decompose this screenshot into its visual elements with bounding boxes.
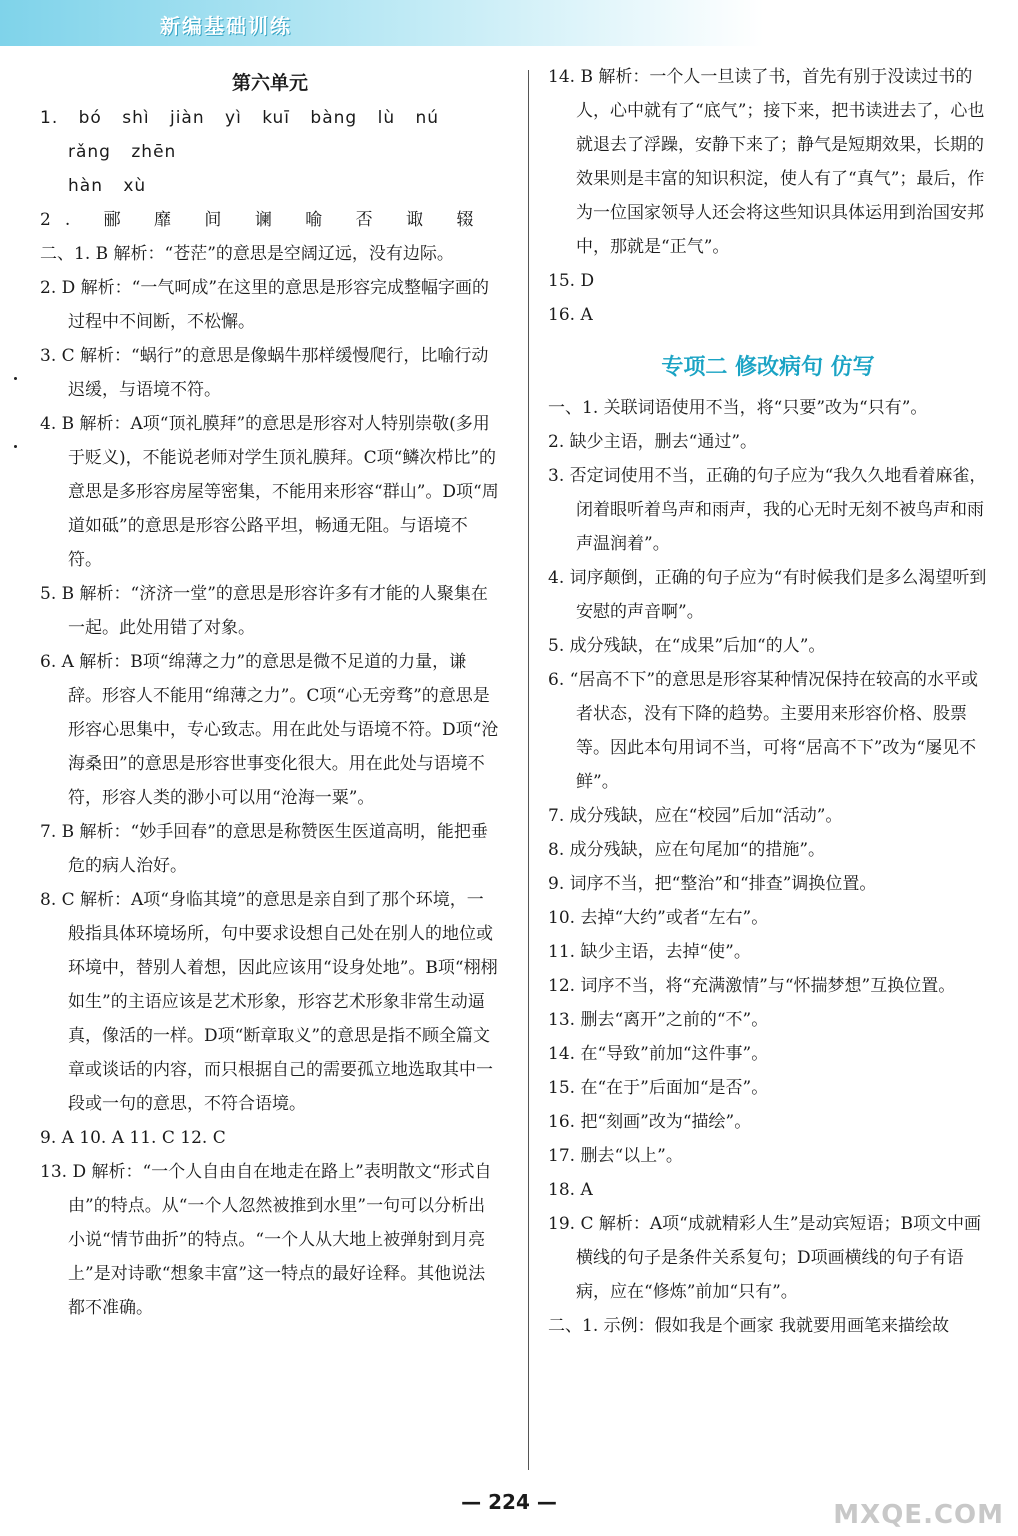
answer-item: 4. B 解析：A项“顶礼膜拜”的意思是形容对人特别崇敬(多用于贬义)，不能说老师对学生顶礼膜拜。C项“鳞次栉比”的意思是多形容房屋等密集，不能用来形容“群山”。D项“周道如砥”的意思是形容公路平坦，畅通无阻。与语境不符。	[40, 414, 499, 570]
margin-dot	[14, 445, 17, 448]
answer-item: 17. 删去“以上”。	[548, 1146, 683, 1166]
answer-item: 二、1. B 解析：“苍茫”的意思是空阔辽远，没有边际。	[40, 244, 454, 264]
answer-item: 5. 成分残缺，在“成果”后加“的人”。	[548, 636, 826, 656]
answer-item: 5. B 解析：“济济一堂”的意思是形容许多有才能的人聚集在一起。此处用错了对象。	[40, 584, 488, 638]
answer-item: 7. B 解析：“妙手回春”的意思是称赞医生医道高明，能把垂危的病人治好。	[40, 822, 488, 876]
answer-item: 6. “居高不下”的意思是形容某种情况保持在较高的水平或者状态，没有下降的趋势。主要用来形容价格、股票等。因此本句用词不当，可将“居高不下”改为“屡见不鲜”。	[548, 670, 979, 792]
answer-item: 10. 去掉“大约”或者“左右”。	[548, 908, 769, 928]
answer-item: 13. 删去“离开”之前的“不”。	[548, 1010, 769, 1030]
answer-item: 16. 把“刻画”改为“描绘”。	[548, 1112, 752, 1132]
answer-item: 8. C 解析：A项“身临其境”的意思是亲自到了那个环境，一般指具体环境场所，句中要求设想自己处在别人的地位或环境中，替别人着想，因此应该用“设身处地”。B项“栩栩如生”的主语应该是艺术形象，形容艺术形象非常生动逼真，像活的一样。D项“断章取义”的意思是指不顾全篇文章或谈话的内容，而只根据自己的需要孤立地选取其中一段或一句的意思，不符合语境。	[40, 890, 498, 1114]
header-band	[0, 0, 1018, 46]
answer-item: 2. 缺少主语，删去“通过”。	[548, 432, 758, 452]
answer-item: 16. A	[548, 305, 593, 325]
answer-item: 19. C 解析：A项“成就精彩人生”是动宾短语；B项文中画横线的句子是条件关系复句；D项画横线的句子有语病，应在“修炼”前加“只有”。	[548, 1214, 982, 1302]
answer-item: 14. B 解析：一个人一旦读了书，首先有别于没读过书的人，心中就有了“底气”；接下来，把书读进去了，心也就退去了浮躁，安静下来了；静气是短期效果，长期的效果则是丰富的知识积淀，使人有了“真气”；最后，作为一位国家领导人还会将这些知识具体运用到治国安邦中，那就是“正气”。	[548, 67, 985, 257]
watermark: MXQE.COM	[833, 1500, 1004, 1530]
unit-title: 第六单元	[231, 72, 308, 94]
answer-item: 12. 词序不当，将“充满激情”与“怀揣梦想”互换位置。	[548, 976, 956, 996]
answer-item: 2. 郦 靡 间 谰 喻 否 诹 辍	[40, 210, 488, 230]
margin-dot	[14, 377, 17, 380]
answer-item: 9. A 10. A 11. C 12. C	[40, 1128, 226, 1148]
answer-item: 6. A 解析：B项“绵薄之力”的意思是微不足道的力量，谦辞。形容人不能用“绵薄之力”。C项“心无旁骛”的意思是形容心思集中，专心致志。用在此处与语境不符。D项“沧海桑田”的意思是形容世事变化很大。用在此处与语境不符，形容人类的渺小可以用“沧海一粟”。	[40, 652, 499, 808]
left-column	[40, 60, 500, 1325]
header-title: 新编基础训练	[160, 14, 292, 38]
column-divider	[528, 70, 529, 1470]
answer-item: 11. 缺少主语，去掉“使”。	[548, 942, 751, 962]
answer-item: 4. 词序颠倒，正确的句子应为“有时候我们是多么渴望听到安慰的声音啊”。	[548, 568, 987, 622]
answer-item: 14. 在“导致”前加“这件事”。	[548, 1044, 769, 1064]
answer-item: 3. C 解析：“蜗行”的意思是像蜗牛那样缓慢爬行，比喻行动迟缓，与语境不符。	[40, 346, 489, 400]
answer-item: 一、1. 关联词语使用不当，将“只要”改为“只有”。	[548, 398, 928, 418]
answer-item: 18. A	[548, 1180, 593, 1200]
answer-item: 9. 词序不当，把“整治”和“排查”调换位置。	[548, 874, 877, 894]
section-title: 专项二 修改病句 仿写	[661, 355, 875, 380]
answer-item: 8. 成分残缺，应在句尾加“的措施”。	[548, 840, 826, 860]
answer-item: 15. 在“在于”后面加“是否”。	[548, 1078, 769, 1098]
right-column	[548, 60, 988, 1343]
answer-item: 15. D	[548, 271, 595, 291]
answer-item: 13. D 解析：“一个人自由自在地走在路上”表明散文“形式自由”的特点。从“一个人忽然被推到水里”一句可以分析出小说“情节曲折”的特点。“一个人从大地上被弹射到月亮上”是对诗歌“想象丰富”这一特点的最好诠释。其他说法都不准确。	[40, 1162, 492, 1318]
answer-item: 7. 成分残缺，应在“校园”后加“活动”。	[548, 806, 843, 826]
page-number: — 224 —	[461, 1490, 557, 1514]
answer-item: 2. D 解析：“一气呵成”在这里的意思是形容完成整幅字画的过程中不间断，不松懈。	[40, 278, 490, 332]
answer-item: hàn xù	[68, 176, 147, 196]
answer-item: 1. bó shì jiàn yì kuī bàng lù nú rǎng zhēn	[40, 108, 440, 162]
answer-item: 3. 否定词使用不当，正确的句子应为“我久久地看着麻雀，闭着眼听着鸟声和雨声，我的心无时无刻不被鸟声和雨声温润着”。	[548, 466, 987, 554]
answer-item: 二、1. 示例：假如我是个画家 我就要用画笔来描绘故	[548, 1316, 950, 1336]
